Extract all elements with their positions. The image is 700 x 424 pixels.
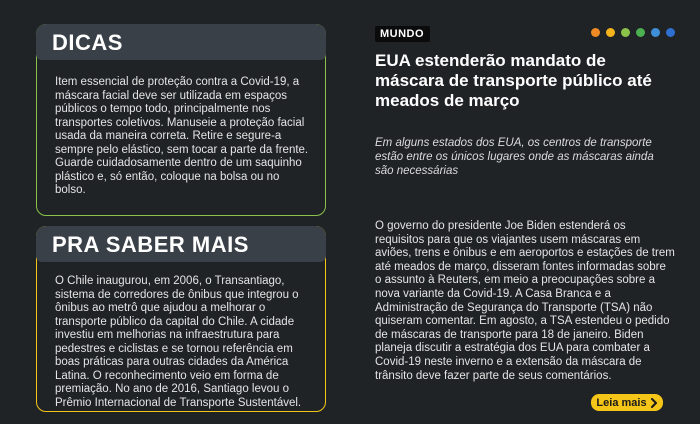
decorative-dot xyxy=(591,28,600,37)
read-more-label: Leia mais xyxy=(596,396,647,409)
read-more-button[interactable] xyxy=(591,394,663,411)
decorative-dots xyxy=(591,28,675,37)
know-more-card-title: PRA SABER MAIS xyxy=(52,232,249,257)
chevron-right-icon xyxy=(650,398,658,408)
article-dek: Em alguns estados dos EUA, os centros de transporte estão entre os únicos lugares onde as máscaras ainda são necessárias xyxy=(375,137,654,177)
tips-card-title: DICAS xyxy=(52,30,123,55)
tips-card-text: Item essencial de proteção contra a Covid-19, a máscara facial deve ser utilizada em espaços públicos o tempo todo, principalmente nos transportes coletivos. Manuseie a proteção facial usada da maneira correta. Retire e segure-a sempre pelo elástico, sem tocar a parte da frente. Guarde cuidadosamente dentro de um saquinho plástico e, só então, coloque na bolsa ou no bolso. xyxy=(55,76,309,196)
decorative-dot xyxy=(666,28,675,37)
know-more-card xyxy=(36,226,326,412)
know-more-card-header xyxy=(36,226,326,262)
tips-card-header xyxy=(36,24,326,60)
tips-card xyxy=(36,24,326,216)
decorative-dot xyxy=(636,28,645,37)
decorative-dot xyxy=(606,28,615,37)
section-tag: MUNDO xyxy=(375,26,430,42)
article-body: O governo do presidente Joe Biden estenderá os requisitos para que os viajantes usem máscaras em aviões, trens e ônibus e em aeroportos e estações de trem até meados de março, disseram fontes informadas sobre o assunto à Reuters, em meio a preocupações sobre a nova variante da Covid-19. A Casa Branca e a Administração de Segurança do Transporte (TSA) não quiseram comentar. Em agosto, a TSA estendeu o pedido de máscaras de transporte para 18 de janeiro. Biden planeja discutir a estratégia dos EUA para combater a Covid-19 neste inverno e a extensão da máscara de trânsito deve fazer parte de seus comentários. xyxy=(375,220,675,382)
decorative-dot xyxy=(621,28,630,37)
article-headline: EUA estenderão mandato de máscara de transporte público até meados de março xyxy=(375,51,652,110)
news-article xyxy=(375,24,675,382)
decorative-dot xyxy=(651,28,660,37)
know-more-card-text: O Chile inaugurou, em 2006, o Transantiago, sistema de corredores de ônibus que integrou o ônibus ao metrô que ajudou a melhorar o transporte público da capital do Chile. A cidade investiu em melhorias na infraestrutura para pedestres e ciclistas e se tornou referência em boas práticas para outras cidades da América Latina. O reconhecimento veio em forma de premiação. No ano de 2016, Santiago levou o Prêmio Internacional de Transporte Sustentável. xyxy=(55,275,302,409)
